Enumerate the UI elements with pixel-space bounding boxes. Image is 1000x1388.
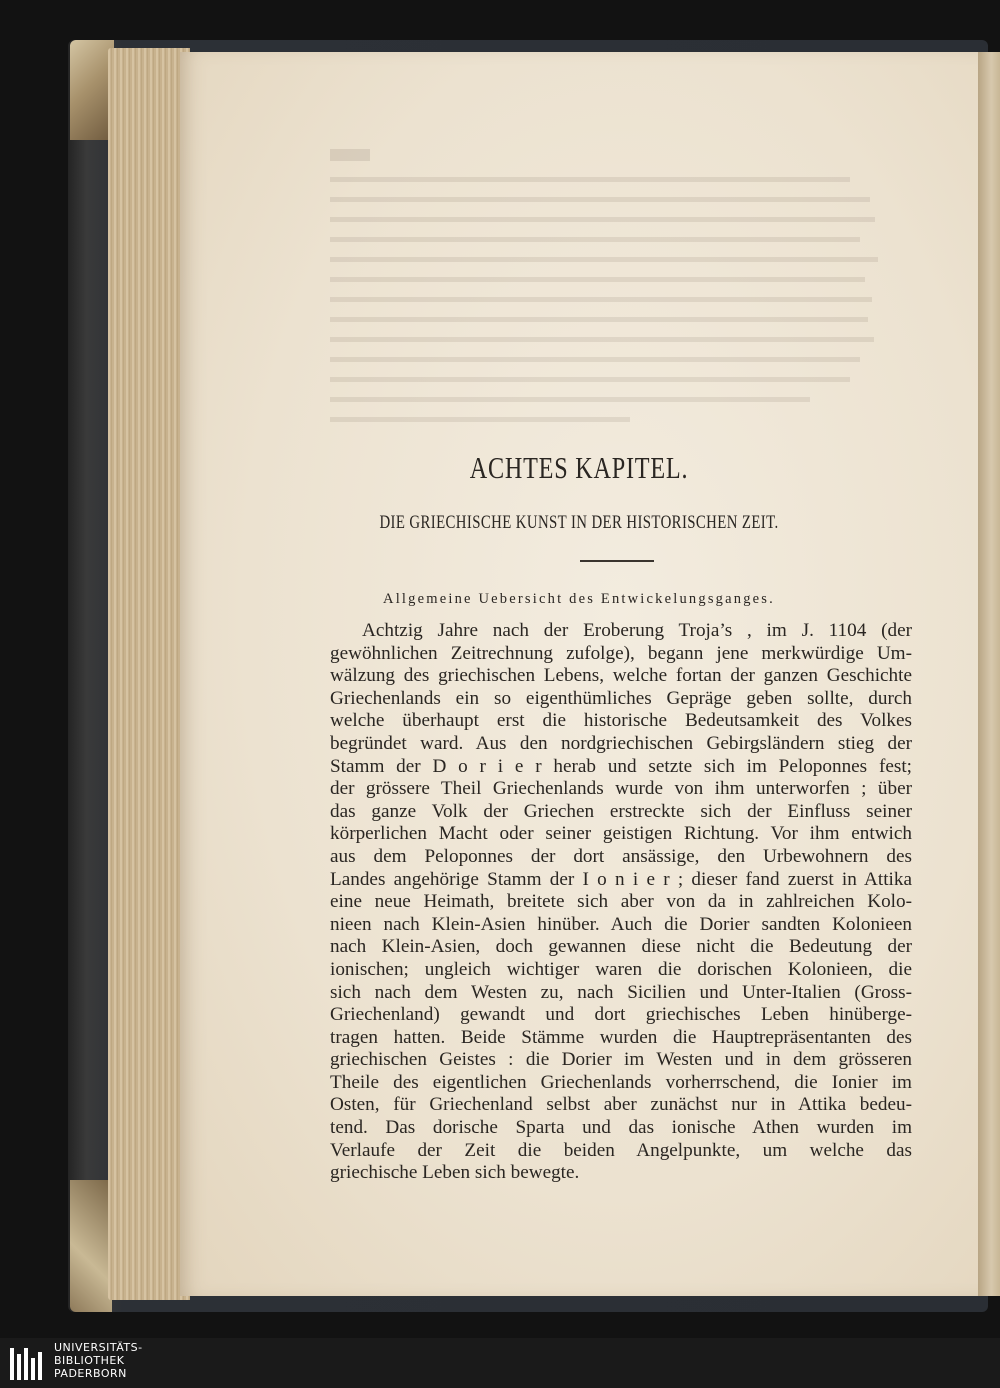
text-line: Verlaufe der Zeit die beiden Angelpunkte, um welche das (330, 1139, 912, 1161)
text-line: begründet ward. Aus den nordgriechischen Gebirgsländern stieg der (330, 732, 912, 754)
section-heading: Allgemeine Uebersicht des Entwickelungsganges. (383, 591, 775, 607)
bleed-through-text (330, 148, 890, 448)
text-line: griechische Leben sich bewegte. (330, 1162, 580, 1184)
divider-rule (580, 560, 654, 562)
text-line: Griechenlands ein so eigenthümliches Gepräge geben sollte, durch (330, 687, 912, 709)
body-paragraph (330, 620, 912, 1185)
logo-line-1: UNIVERSITÄTS- (54, 1341, 143, 1354)
text-line: Osten, für Griechenland selbst aber zunächst nur in Attika bedeu- (330, 1094, 912, 1116)
book-page (180, 52, 978, 1296)
text-line: griechischen Geistes : die Dorier im Westen und in dem grösseren (330, 1049, 912, 1071)
text-line: Landes angehörige Stamm der I o n i e r ; dieser fand zuerst in Attika (330, 868, 912, 890)
text-line: wälzung des griechischen Lebens, welche fortan der ganzen Geschichte (330, 665, 912, 687)
text-line: tend. Das dorische Sparta und das ionische Athen wurden im (330, 1117, 912, 1139)
text-line: der grössere Theil Griechenlands wurde von ihm unterworfen ; über (330, 778, 912, 800)
text-line: Theile des eigentlichen Griechenlands vorherrschend, die Ionier im (330, 1071, 912, 1093)
text-line: körperlichen Macht oder seiner geistigen Richtung. Vor ihm entwich (330, 823, 912, 845)
text-line: nach Klein-Asien, doch gewannen diese nicht die Bedeutung der (330, 936, 912, 958)
text-line: Stamm der D o r i e r herab und setzte sich im Peloponnes fest; (330, 755, 912, 777)
footer-bar (0, 1338, 1000, 1388)
text-line: eine neue Heimath, breitete sich aber von da in zahlreichen Kolo- (330, 891, 912, 913)
text-line: nieen nach Klein-Asien hinüber. Auch die Dorier sandten Kolonieen (330, 913, 912, 935)
chapter-subtitle: DIE GRIECHISCHE KUNST IN DER HISTORISCHEN ZEIT. (379, 512, 779, 533)
cover-corner-bottom (70, 1180, 112, 1312)
library-logo-text (54, 1341, 143, 1380)
text-line: tragen hatten. Beide Stämme wurden die Hauptrepräsentanten des (330, 1026, 912, 1048)
page-edges (108, 48, 190, 1300)
logo-line-3: PADERBORN (54, 1367, 127, 1380)
text-line: welche überhaupt erst die historische Bedeutsamkeit des Volkes (330, 710, 912, 732)
text-line: gewöhnlichen Zeitrechnung zufolge), begann jene merkwürdige Um- (330, 642, 912, 664)
text-line: aus dem Peloponnes der dort ansässige, den Urbewohnern des (330, 845, 912, 867)
text-line: Achtzig Jahre nach der Eroberung Troja’s , im J. 1104 (der (362, 620, 912, 641)
facing-page-edge (978, 52, 1000, 1296)
library-logo-icon (8, 1344, 48, 1384)
text-line: sich nach dem Westen zu, nach Sicilien und Unter-Italien (Gross- (330, 981, 912, 1003)
text-line: Griechenland) gewandt und dort griechisches Leben hinüberge- (330, 1004, 912, 1026)
text-line: das ganze Volk der Griechen erstreckte sich der Einfluss seiner (330, 800, 912, 822)
chapter-title: ACHTES KAPITEL. (469, 450, 689, 485)
logo-line-2: BIBLIOTHEK (54, 1354, 125, 1367)
text-line: ionischen; ungleich wichtiger waren die dorischen Kolonieen, die (330, 958, 912, 980)
